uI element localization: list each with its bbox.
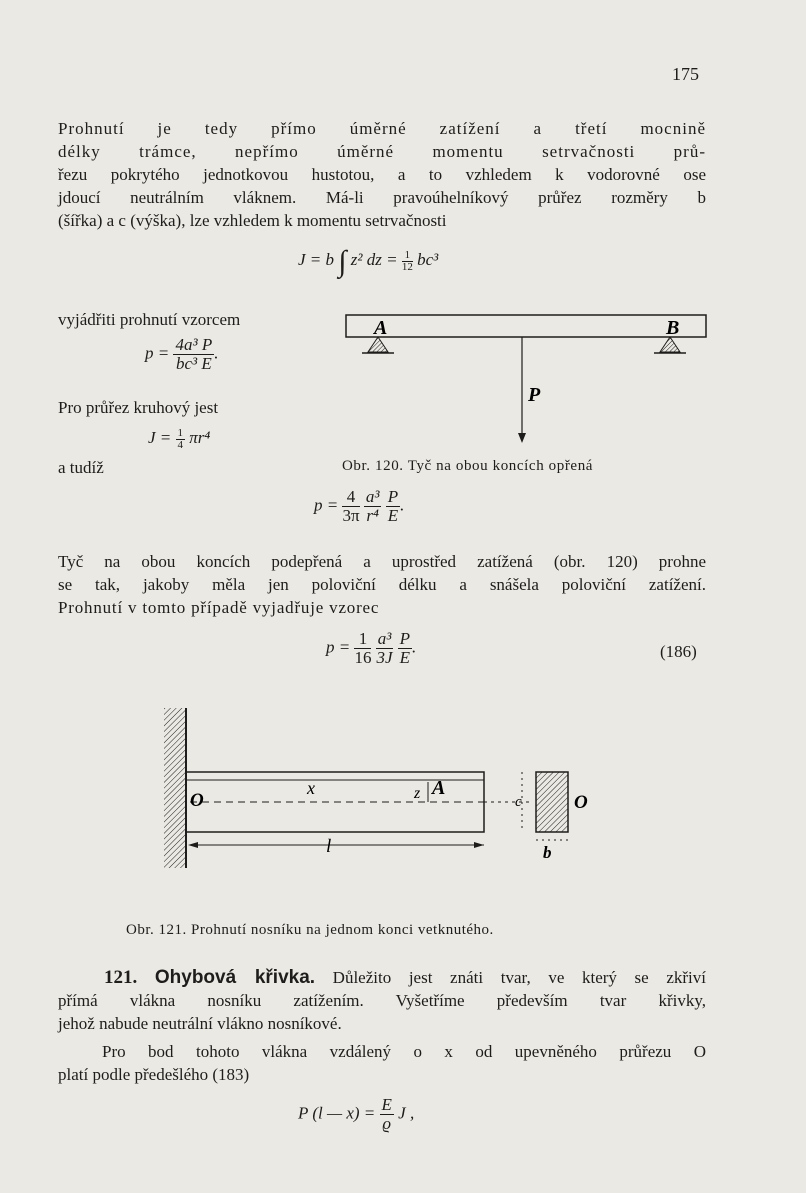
fraction — [364, 488, 382, 525]
page-number: 175 — [672, 64, 699, 84]
fig121-label-O: O — [190, 790, 204, 811]
figure-120-caption: Obr. 120. Tyč na obou koncích opřená — [342, 458, 594, 474]
section-title: Ohybová křivka. — [154, 967, 316, 988]
numerator: 1 — [354, 630, 371, 649]
numerator: 1 — [177, 426, 184, 439]
section-number: 121. — [104, 967, 138, 988]
eq-lhs: J = — [148, 428, 172, 447]
numerator: P — [399, 629, 410, 648]
text-line: jehož nabude neutrální vlákno nosníkové. — [58, 1014, 342, 1033]
figure-121 — [150, 700, 610, 870]
cross-section-icon — [536, 772, 568, 832]
arrow-right-icon — [474, 842, 484, 848]
denominator: r⁴ — [366, 506, 379, 525]
text-line: Pro bod tohoto vlákna vzdálený o x od upevněného průřezu O — [102, 1042, 706, 1061]
eq-lhs: p = — [314, 495, 339, 515]
text-line: Důležito jest znáti tvar, ve který se zkřiví — [332, 968, 706, 987]
fig121-label-c: c — [515, 794, 522, 810]
fraction — [398, 630, 412, 667]
wall-icon — [164, 708, 186, 868]
fraction — [380, 1096, 394, 1133]
denominator: 3π — [342, 506, 360, 525]
text-line: Prohnutí v tomto případě vyjadřuje vzorec — [58, 598, 380, 617]
paragraph-4 — [58, 1040, 706, 1086]
fraction — [402, 250, 413, 273]
paragraph-2 — [58, 550, 706, 619]
text-line: přímá vlákna nosníku zatížením. Vyšetříme především tvar křivky, — [58, 991, 706, 1010]
support-right-icon — [660, 337, 680, 352]
equation-p1 — [145, 336, 218, 373]
fraction — [176, 428, 186, 451]
text-a-tudiz: a tudíž — [58, 458, 104, 477]
fig120-label-A: A — [374, 317, 388, 339]
numerator: P — [387, 487, 399, 506]
denominator: E — [399, 648, 410, 667]
eq-integrand: z² dz = — [350, 250, 398, 269]
numerator: a³ — [377, 629, 392, 648]
paragraph-3 — [58, 966, 706, 1035]
equation-number-186: (186) — [660, 642, 697, 661]
figure-120 — [330, 305, 720, 455]
load-arrow-icon — [518, 433, 526, 443]
denominator: bc³ E — [175, 354, 212, 373]
fig121-label-b: b — [543, 843, 552, 862]
numerator: 4 — [342, 488, 359, 507]
fig121-label-A: A — [432, 777, 446, 799]
equation-186 — [326, 630, 416, 667]
fig120-label-P: P — [528, 384, 541, 406]
numerator: E — [381, 1095, 392, 1114]
equation-last — [298, 1096, 414, 1133]
equation-J2 — [148, 426, 210, 451]
fig121-label-l: l — [326, 836, 332, 857]
text-line: (šířka) a c (výška), lze vzhledem k momentu setrvačnosti — [58, 211, 447, 230]
eq-lhs: J = b — [298, 250, 335, 269]
text-line: Tyč na obou koncích podepřená a uprostřed zatížená (obr. 120) prohne — [58, 552, 706, 571]
fraction — [354, 630, 371, 667]
equation-p2 — [314, 488, 404, 525]
numerator: a³ — [365, 487, 380, 506]
fraction — [173, 336, 214, 373]
text-pro-prurez: Pro průřez kruhový jest — [58, 398, 219, 417]
beam — [346, 315, 706, 337]
numerator: 1 — [402, 250, 413, 262]
fraction — [376, 630, 394, 667]
numerator: 4a³ P — [175, 335, 213, 354]
fig121-label-x: x — [307, 778, 315, 798]
denominator: 4 — [177, 438, 184, 451]
fig121-label-O2: O — [574, 792, 588, 813]
eq-end: . — [214, 343, 219, 363]
eq-rhs: bc³ — [417, 250, 439, 269]
text-line: Prohnutí je tedy přímo úměrné zatížení a třetí mocnině — [58, 119, 706, 138]
eq-rhs: πr⁴ — [189, 428, 211, 447]
text-line: řezu pokrytého jednotkovou hustotou, a to vzhledem k vodorovné ose — [58, 165, 706, 184]
eq-end: . — [411, 637, 417, 657]
eq-end: . — [400, 495, 405, 515]
text-line: platí podle předešlého (183) — [58, 1065, 250, 1084]
equation-moment-inertia — [298, 245, 439, 278]
text-line: jdoucí neutrálním vláknem. Má-li pravoúhelníkový průřez rozměry b — [58, 188, 706, 207]
support-left-icon — [368, 337, 388, 352]
figure-121-caption: Obr. 121. Prohnutí nosníku na jednom konci vetknutého. — [126, 922, 494, 938]
text-vyjadriti: vyjádřiti prohnutí vzorcem — [58, 310, 241, 329]
fraction — [386, 488, 400, 525]
text-line — [58, 966, 706, 989]
fraction — [342, 488, 359, 525]
text-line: se tak, jakoby měla jen poloviční délku a snášela poloviční zatížení. — [58, 575, 706, 594]
paragraph-1 — [58, 117, 706, 232]
integral-sign: ∫ — [338, 245, 347, 278]
denominator: 16 — [354, 648, 372, 667]
eq-lhs: p = — [145, 343, 170, 363]
eq-lhs: p = — [326, 637, 351, 657]
arrow-left-icon — [188, 842, 198, 848]
denominator: E — [387, 506, 399, 525]
denominator: ϱ — [382, 1114, 392, 1133]
fig120-label-B: B — [666, 317, 680, 339]
eq-rhs: J , — [398, 1103, 415, 1123]
eq-lhs: P (l — x) = — [298, 1103, 376, 1123]
denominator: 3J — [376, 648, 393, 667]
denominator: 12 — [401, 260, 413, 273]
text-line: délky trámce, nepřímo úměrné momentu setrvačnosti prů- — [58, 142, 706, 161]
fig121-label-z: z — [414, 785, 421, 802]
